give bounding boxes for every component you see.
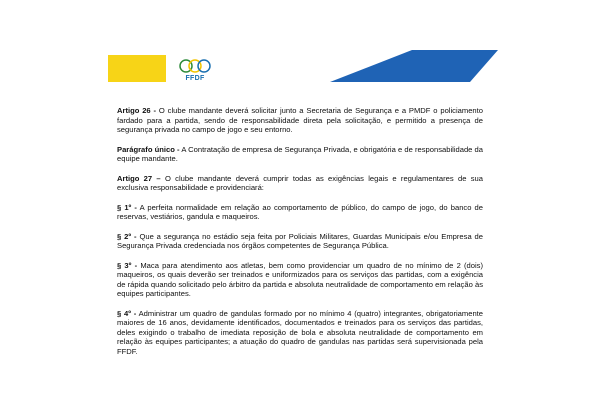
yellow-header-bar bbox=[108, 55, 166, 82]
para-text: Maca para atendimento aos atletas, bem como providenciar um quadro de no mínimo de 2 (dois) maqueiros, os quais deverão ser treinados e uniformizados para os serviços das partidas, com a exigência de rápida quando solicitado pelo árbitro da partida e absoluta neutralidade de comportamento em relação às equipes participantes. bbox=[117, 260, 483, 299]
section-1 bbox=[117, 203, 483, 222]
logo-rings-icon bbox=[172, 56, 218, 76]
para-label: Parágrafo único - bbox=[117, 144, 180, 154]
section-2 bbox=[117, 232, 483, 251]
article-26 bbox=[117, 106, 483, 135]
para-text: A perfeita normalidade em relação ao comportamento de público, do campo de jogo, do banco de reservas, vestiários, gandula e maqueiros. bbox=[117, 202, 484, 222]
para-label: § 4º - bbox=[117, 308, 137, 318]
section-3 bbox=[117, 261, 483, 299]
para-label: § 3º - bbox=[117, 260, 138, 270]
para-text: Administrar um quadro de gandulas formado por no mínimo 4 (quatro) integrantes, obrigatoriamente maiores de 16 anos, devidamente identificados, documentados e treinados para os serviços das partidas, deles exigindo o trabalho de imediata reposição de bola e absoluta neutralidade de comportamento em relação às equipes participantes; a atuação do quadro de gandulas nas partidas será supervisionada pela FFDF. bbox=[117, 308, 484, 357]
blue-header-band bbox=[0, 0, 600, 90]
para-label: § 2º - bbox=[117, 231, 137, 241]
article-27 bbox=[117, 174, 483, 193]
para-label: § 1º - bbox=[117, 202, 137, 212]
document-body bbox=[117, 106, 483, 366]
para-text: A Contratação de empresa de Segurança Privada, e obrigatória e de responsabilidade da equipe mandante. bbox=[117, 144, 484, 164]
para-label: Artigo 27 – bbox=[117, 173, 161, 183]
para-text: O clube mandante deverá cumprir todas as exigências legais e regulamentares de sua exclusiva responsabilidade e providenciará: bbox=[117, 173, 483, 193]
logo-text: FFDF bbox=[185, 75, 205, 82]
para-text: O clube mandante deverá solicitar junto a Secretaria de Segurança e a PMDF o policiamento fardado para a partida, sendo de responsabilidade direta pela solicitação, e permitido a presença de segurança privada no campo de jogo e seu entorno. bbox=[117, 106, 483, 135]
para-label: Artigo 26 - bbox=[117, 106, 157, 115]
para-text: Que a segurança no estádio seja feita por Policiais Militares, Guardas Municipais e/ou Empresa de Segurança Privada credenciada nos órgãos competentes de Segurança Pública. bbox=[117, 231, 484, 251]
section-4 bbox=[117, 309, 483, 357]
document-header bbox=[0, 0, 600, 90]
ffdf-logo bbox=[172, 56, 218, 86]
paragrafo-unico bbox=[117, 145, 483, 164]
